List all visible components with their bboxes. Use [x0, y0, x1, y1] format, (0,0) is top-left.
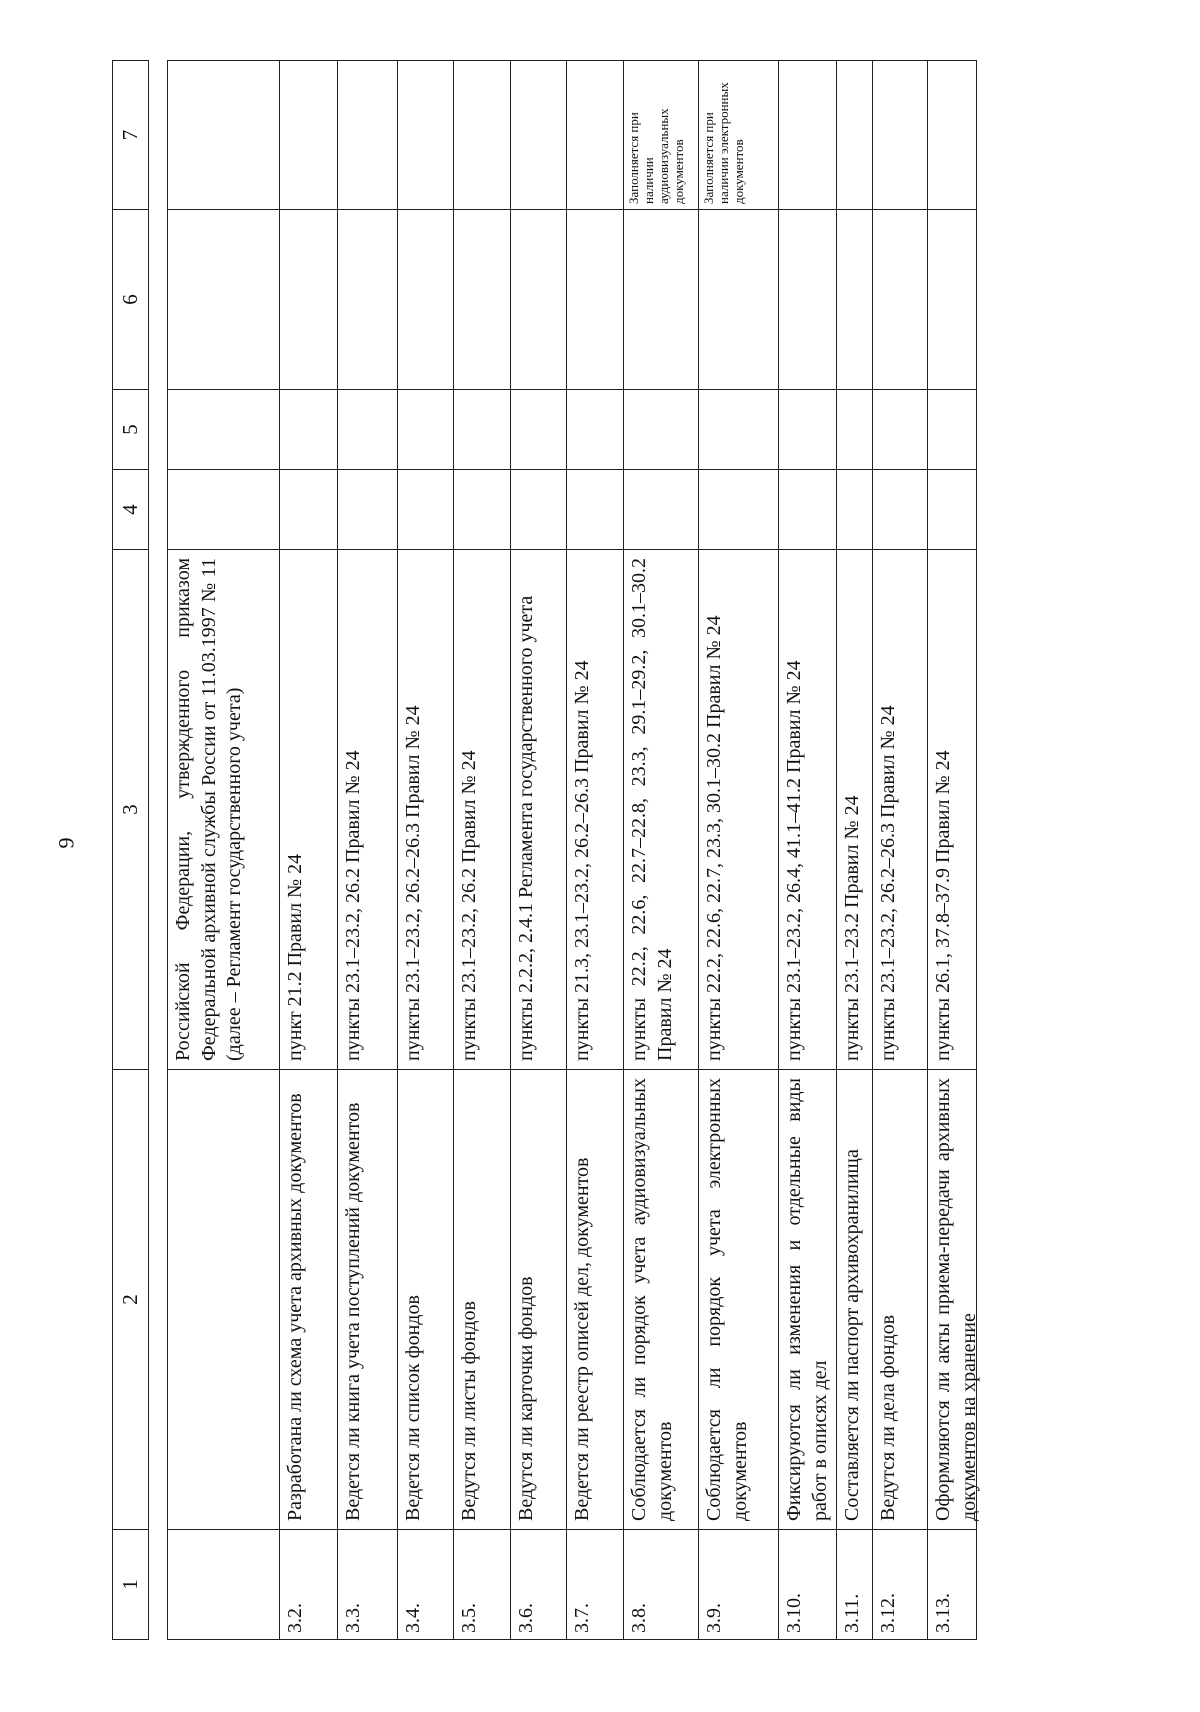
requirement-question: Соблюдается ли порядок учета электронных документов [699, 1070, 778, 1530]
item-number: 3.2. [280, 1530, 337, 1640]
answer-cell-col4 [511, 470, 566, 550]
table-row [698, 60, 778, 1640]
table-row [167, 60, 279, 1640]
note-cell: Заполняется при наличии аудиовизуальных документов [624, 60, 698, 210]
answer-cell-col6 [338, 210, 397, 390]
requirement-question: Ведутся ли листы фондов [454, 1070, 510, 1530]
answer-cell-col5 [699, 390, 778, 470]
item-number: 3.13. [928, 1530, 976, 1640]
requirement-question: Оформляются ли акты приема-передачи архивных документов на хранение [928, 1070, 976, 1530]
answer-cell-col4 [873, 470, 927, 550]
answer-cell-col6 [567, 210, 623, 390]
legal-reference: пункты 23.1–23.2, 26.2 Правил № 24 [338, 550, 397, 1070]
column-number: 4 [112, 470, 149, 550]
answer-cell-col4 [454, 470, 510, 550]
legal-reference: пункты 22.2, 22.6, 22.7–22.8, 23.3, 29.1–29.2, 30.1–30.2 Правил № 24 [624, 550, 698, 1070]
note-cell [779, 60, 836, 210]
answer-cell-col6 [511, 210, 566, 390]
checklist-table [112, 60, 1182, 1640]
table-body [167, 60, 980, 1640]
requirement-question: Ведется ли реестр описей дел, документов [567, 1070, 623, 1530]
note-cell [567, 60, 623, 210]
answer-cell-col5 [511, 390, 566, 470]
legal-reference: Российской Федерации, утвержденного приказом Федеральной архивной службы России от 11.03.1997 № 11 (далее – Регламент государственного учета) [168, 550, 279, 1070]
item-number: 3.10. [779, 1530, 836, 1640]
answer-cell-col5 [624, 390, 698, 470]
requirement-question: Ведутся ли дела фондов [873, 1070, 927, 1530]
table-row [927, 60, 980, 1640]
answer-cell-col5 [398, 390, 453, 470]
table-row [836, 60, 872, 1640]
answer-cell-col4 [280, 470, 337, 550]
legal-reference: пункты 23.1–23.2, 26.2–26.3 Правил № 24 [398, 550, 453, 1070]
column-number: 3 [112, 550, 149, 1070]
requirement-question: Ведется ли список фондов [398, 1070, 453, 1530]
requirement-question: Соблюдается ли порядок учета аудиовизуальных документов [624, 1070, 698, 1530]
item-number: 3.7. [567, 1530, 623, 1640]
legal-reference: пункты 21.3, 23.1–23.2, 26.2–26.3 Правил № 24 [567, 550, 623, 1070]
note-cell [511, 60, 566, 210]
item-number: 3.9. [699, 1530, 778, 1640]
item-number: 3.3. [338, 1530, 397, 1640]
answer-cell-col4 [624, 470, 698, 550]
legal-reference: пункты 22.2, 22.6, 22.7, 23.3, 30.1–30.2 Правил № 24 [699, 550, 778, 1070]
note-cell [454, 60, 510, 210]
answer-cell-col5 [338, 390, 397, 470]
answer-cell-col4 [168, 470, 279, 550]
item-number: 3.12. [873, 1530, 927, 1640]
answer-cell-col4 [567, 470, 623, 550]
note-cell [280, 60, 337, 210]
column-number: 2 [112, 1070, 149, 1530]
table-row [453, 60, 510, 1640]
note-cell [873, 60, 927, 210]
table-row [279, 60, 337, 1640]
legal-reference: пункты 23.1–23.2, 26.2–26.3 Правил № 24 [873, 550, 927, 1070]
answer-cell-col6 [837, 210, 872, 390]
note-cell [928, 60, 976, 210]
answer-cell-col4 [928, 470, 976, 550]
table-row [872, 60, 927, 1640]
column-number-header [112, 60, 149, 1640]
table-row [510, 60, 566, 1640]
answer-cell-col4 [398, 470, 453, 550]
legal-reference: пункты 26.1, 37.8–37.9 Правил № 24 [928, 550, 976, 1070]
answer-cell-col6 [699, 210, 778, 390]
item-number [168, 1530, 279, 1640]
item-number: 3.5. [454, 1530, 510, 1640]
answer-cell-col6 [928, 210, 976, 390]
note-cell: Заполняется при наличии электронных документов [699, 60, 778, 210]
column-number: 1 [112, 1530, 149, 1640]
answer-cell-col4 [837, 470, 872, 550]
answer-cell-col5 [168, 390, 279, 470]
item-number: 3.4. [398, 1530, 453, 1640]
answer-cell-col6 [280, 210, 337, 390]
legal-reference: пункты 23.1–23.2, 26.2 Правил № 24 [454, 550, 510, 1070]
answer-cell-col5 [837, 390, 872, 470]
table-row [623, 60, 698, 1640]
table-row [566, 60, 623, 1640]
answer-cell-col6 [454, 210, 510, 390]
requirement-question: Фиксируются ли изменения и отдельные виды работ в описях дел [779, 1070, 836, 1530]
column-number: 7 [112, 60, 149, 210]
table-row [397, 60, 453, 1640]
answer-cell-col4 [779, 470, 836, 550]
answer-cell-col5 [454, 390, 510, 470]
item-number: 3.11. [837, 1530, 872, 1640]
requirement-question: Составляется ли паспорт архивохранилища [837, 1070, 872, 1530]
answer-cell-col6 [624, 210, 698, 390]
answer-cell-col5 [567, 390, 623, 470]
requirement-question: Ведутся ли карточки фондов [511, 1070, 566, 1530]
note-cell [398, 60, 453, 210]
requirement-question: Ведется ли книга учета поступлений документов [338, 1070, 397, 1530]
answer-cell-col5 [779, 390, 836, 470]
page-number: 9 [53, 837, 79, 849]
note-cell [338, 60, 397, 210]
answer-cell-col5 [280, 390, 337, 470]
answer-cell-col6 [398, 210, 453, 390]
legal-reference: пункт 21.2 Правил № 24 [280, 550, 337, 1070]
item-number: 3.6. [511, 1530, 566, 1640]
note-cell [837, 60, 872, 210]
column-number: 5 [112, 390, 149, 470]
column-number: 6 [112, 210, 149, 390]
answer-cell-col4 [699, 470, 778, 550]
item-number: 3.8. [624, 1530, 698, 1640]
legal-reference: пункты 23.1–23.2 Правил № 24 [837, 550, 872, 1070]
requirement-question [168, 1070, 279, 1530]
legal-reference: пункты 23.1–23.2, 26.4, 41.1–41.2 Правил № 24 [779, 550, 836, 1070]
requirement-question: Разработана ли схема учета архивных документов [280, 1070, 337, 1530]
note-cell [168, 60, 279, 210]
answer-cell-col5 [928, 390, 976, 470]
answer-cell-col6 [873, 210, 927, 390]
answer-cell-col6 [779, 210, 836, 390]
table-row [778, 60, 836, 1640]
legal-reference: пункты 2.2.2, 2.4.1 Регламента государственного учета [511, 550, 566, 1070]
table-row [337, 60, 397, 1640]
answer-cell-col5 [873, 390, 927, 470]
answer-cell-col6 [168, 210, 279, 390]
answer-cell-col4 [338, 470, 397, 550]
